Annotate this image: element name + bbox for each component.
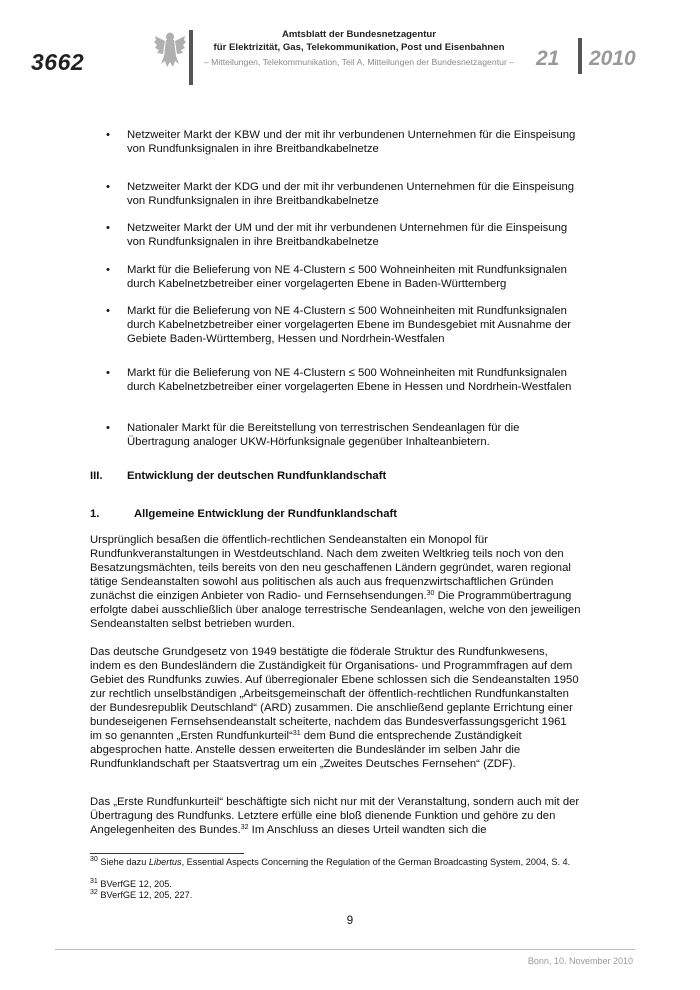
paragraph [90,795,581,837]
footnote-number: 31 [90,878,98,885]
footnote-divider [90,853,244,854]
bullet-icon: • [106,422,110,434]
footnote-ref: 32 [240,824,249,831]
paragraph-text: Die Programmübertragung erfolgte dabei ausschließlich über analoge terrestrische Sendeanlagen, welche von den jeweiligen Sendeanstalten selbst betrieben wurden. [90,590,581,630]
section-heading [90,470,386,482]
bullet-icon: • [106,264,110,276]
section-title: Entwicklung der deutschen Rundfunklandschaft [127,470,387,482]
subsection-title: Allgemeine Entwicklung der Rundfunklandschaft [134,508,397,520]
section-number: III. [90,470,103,482]
federal-eagle-icon [153,30,187,70]
footnote-number: 30 [90,856,98,863]
list-item-text: Nationaler Markt für die Bereitstellung von terrestrischen Sendeanlagen für die Übertragung analoger UKW-Hörfunksignale gegenüber Inhalteanbietern. [127,422,520,448]
header-divider [189,30,193,85]
footnote [90,890,585,901]
list-item-text: Netzweiter Markt der KBW und der mit ihr verbundenen Unternehmen für die Einspeisung von Rundfunksignalen in ihre Breitbandkabelnetze [127,129,576,155]
paragraph-text: Das deutsche Grundgesetz von 1949 bestätigte die föderale Struktur des Rundfunkwesens, indem es den Bundesländern die Zuständigkeit für Organisations- und Programmfragen auf dem Gebiet des Rundfunks zuwies. Auf überregionaler Ebene schlossen sich die Sendeanstalten 1950 zur rechtlich unselbständigen „Arbeitsgemeinschaft der öffentlich-rechtlichen Rundfunkanstalten der Bundesrepublik Deutschland“ (ARD) zusammen. Die anschließend geplante Errichtung einer bundeseigenen Fernsehsendeanstalt scheiterte, nachdem das Bundesverfassungsgericht 1961 im so genannten „Ersten Rundfunkurteil“ [90,646,579,742]
paragraph-text: Ursprünglich besaßen die öffentlich-rechtlichen Sendeanstalten ein Monopol für Rundfunkveranstaltungen in Westdeutschland. Nach dem zweiten Weltkrieg teils noch von den Besatzungsmächten, teils bereits von den neu geschaffenen Ländern gegründet, waren regional tätige Sendeanstalten sowohl aus politischen als auch aus frequenzwirtschaftlichen Gründen zunächst die einzigen Anbieter von Radio- und Fernsehsendungen. [90,534,571,602]
paragraph-text: Im Anschluss an dieses Urteil wandten sich die [248,824,487,836]
list-item-text: Markt für die Belieferung von NE 4-Clustern ≤ 500 Wohneinheiten mit Rundfunksignalen durch Kabelnetzbetreiber einer vorgelagerten Ebene in Hessen und Nordrhein-Westfalen [127,367,572,393]
footnote [90,857,585,868]
issue-number: 21 [536,47,560,70]
bullet-icon: • [106,129,110,141]
journal-title [196,28,522,54]
document-page-number: 9 [346,915,354,927]
footnote [90,879,585,890]
page-number: 3662 [31,49,85,75]
paragraph-text: Das „Erste Rundfunkurteil“ beschäftigte sich nicht nur mit der Veranstaltung, sondern auch mit der Übertragung des Rundfunks. Letztere erfülle eine bloß dienende Funktion und gehöre zu den Angelegenheiten des Bundes. [90,796,580,836]
footnote-text: BVerfGE 12, 205, 227. [97,890,193,900]
issue-divider [578,38,582,74]
bullet-icon: • [106,305,110,317]
issue-year: 2010 [589,47,636,70]
footnote-author: Libertus [148,857,182,867]
subsection-number: 1. [90,508,100,520]
paragraph-text: dem Bund die entsprechende Zuständigkeit abgesprochen hatte. Anstelle dessen erweiterten die Bundesländer im selben Jahr die Rundfunklandschaft per Staatsvertrag um ein „Zweites Deutsches Fernsehen“ (ZDF). [90,730,522,770]
footer-divider [55,949,635,950]
subsection-heading [90,508,397,520]
paragraph [90,533,581,631]
journal-title-line1: Amtsblatt der Bundesnetzagentur [281,29,437,40]
list-item-text: Markt für die Belieferung von NE 4-Clustern ≤ 500 Wohneinheiten mit Rundfunksignalen durch Kabelnetzbetreiber einer vorgelagerten Ebene in Baden-Württemberg [127,264,567,290]
footnote-ref: 30 [426,590,435,597]
journal-subtitle: – Mitteilungen, Telekommunikation, Teil A, Mitteilungen der Bundesnetzagentur – [203,57,515,67]
footnote-text: , Essential Aspects Concerning the Regulation of the German Broadcasting System, 2004, S. 4. [181,857,571,867]
journal-title-line2: für Elektrizität, Gas, Telekommunikation, Post und Eisenbahnen [213,42,505,53]
list-item-text: Markt für die Belieferung von NE 4-Clustern ≤ 500 Wohneinheiten mit Rundfunksignalen durch Kabelnetzbetreiber einer vorgelagerten Ebene im Bundesgebiet mit Ausnahme der Gebiete Baden-Württemberg, Hessen und Nordrhein-Westfalen [127,305,571,345]
footnote-number: 32 [90,889,98,896]
bullet-icon: • [106,367,110,379]
bullet-icon: • [106,222,110,234]
footnote-ref: 31 [292,730,301,737]
list-item-text: Netzweiter Markt der UM und der mit ihr verbundenen Unternehmen für die Einspeisung von Rundfunksignalen in ihre Breitbandkabelnetze [127,222,568,248]
footnote-text: Siehe dazu [97,857,149,867]
publication-date: Bonn, 10. November 2010 [527,956,633,966]
bullet-icon: • [106,181,110,193]
list-item-text: Netzweiter Markt der KDG und der mit ihr verbundenen Unternehmen für die Einspeisung von Rundfunksignalen in ihre Breitbandkabelnetze [127,181,575,207]
paragraph [90,645,581,771]
footnote-text: BVerfGE 12, 205. [97,879,172,889]
